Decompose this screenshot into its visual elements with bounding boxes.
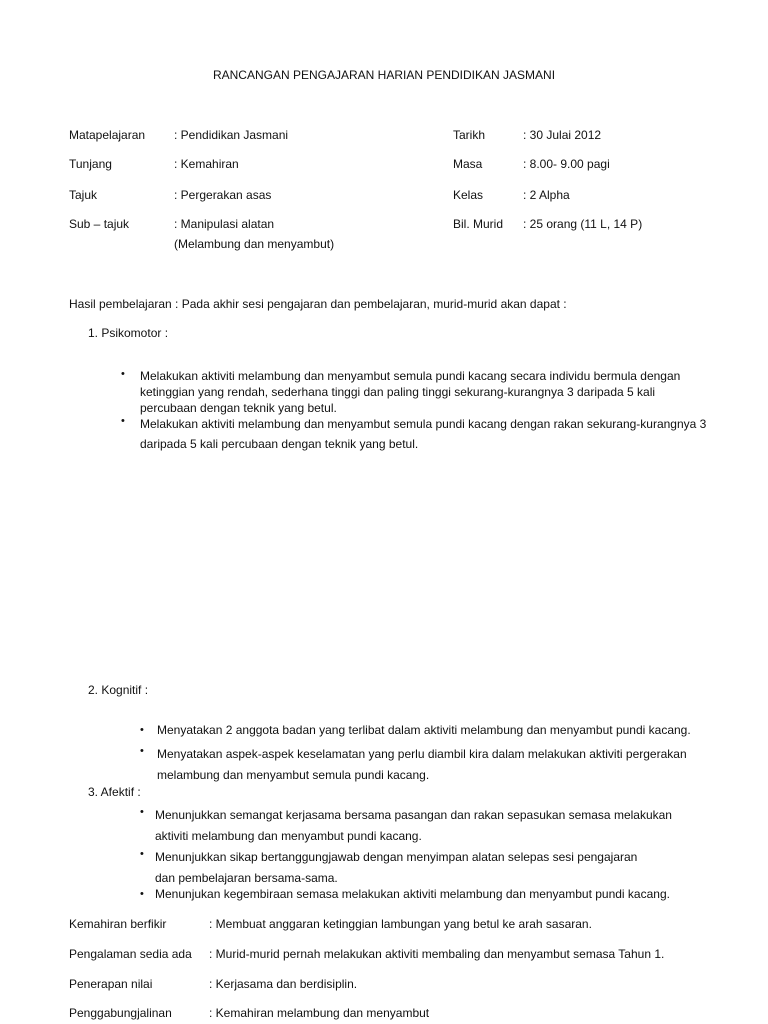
bullet-icon: •	[140, 724, 144, 736]
afektif-item: Menunjukkan sikap bertanggungjawab dengan menyimpan alatan selepas sesi pengajaran dan pembelajaran bersama-sama.	[155, 850, 638, 885]
psikomotor-heading: 1. Psikomotor :	[88, 326, 169, 340]
learning-outcome-intro: Hasil pembelajaran : Pada akhir sesi pengajaran dan pembelajaran, murid-murid akan dapat :	[69, 297, 567, 311]
tajuk-value: : Pergerakan asas	[174, 188, 272, 202]
pengalaman-sedia-ada-value: : Murid-murid pernah melakukan aktiviti membaling dan menyambut semasa Tahun 1.	[209, 947, 665, 961]
kemahiran-berfikir-label: Kemahiran berfikir	[69, 917, 167, 931]
kognitif-heading: 2. Kognitif :	[88, 683, 149, 697]
bullet-icon: •	[140, 745, 144, 757]
afektif-item: Menunjukkan semangat kerjasama bersama pasangan dan rakan sepasukan semasa melakukan aktiviti melambung dan menyambut pundi kacang.	[155, 808, 672, 843]
penerapan-nilai-label: Penerapan nilai	[69, 977, 153, 991]
masa-label: Masa	[453, 157, 483, 171]
matapelajaran-value: : Pendidikan Jasmani	[174, 128, 289, 142]
penggabungjalinan-label: Penggabungjalinan	[69, 1006, 172, 1020]
masa-value: : 8.00- 9.00 pagi	[523, 157, 610, 171]
penerapan-nilai-value: : Kerjasama dan berdisiplin.	[209, 977, 358, 991]
kognitif-item: Menyatakan 2 anggota badan yang terlibat dalam aktiviti melambung dan menyambut pundi kacang.	[157, 723, 691, 737]
subtajuk-label: Sub – tajuk	[69, 217, 130, 231]
subtajuk-value-detail: (Melambung dan menyambut)	[174, 237, 335, 251]
tarikh-label: Tarikh	[453, 128, 486, 142]
penggabungjalinan-value: : Kemahiran melambung dan menyambut	[209, 1006, 430, 1020]
tunjang-label: Tunjang	[69, 157, 112, 171]
matapelajaran-label: Matapelajaran	[69, 128, 146, 142]
bullet-icon: •	[121, 368, 125, 380]
document-title: RANCANGAN PENGAJARAN HARIAN PENDIDIKAN JASMANI	[212, 68, 556, 82]
kognitif-item: Menyatakan aspek-aspek keselamatan yang perlu diambil kira dalam melakukan aktiviti pergerakan melambung dan menyambut semula pundi kacang.	[157, 747, 687, 782]
psikomotor-item: Melakukan aktiviti melambung dan menyambut semula pundi kacang secara individu bermula dengan ketinggian yang rendah, sederhana tinggi dan paling tinggi sekurang-kurangnya 3 daripada 5 kali percubaan dengan teknik yang betul.	[140, 369, 681, 415]
tarikh-value: : 30 Julai 2012	[523, 128, 602, 142]
afektif-item: Menunjukan kegembiraan semasa melakukan aktiviti melambung dan menyambut pundi kacang.	[155, 887, 670, 901]
bullet-icon: •	[121, 415, 125, 427]
pengalaman-sedia-ada-label: Pengalaman sedia ada	[69, 947, 192, 961]
tunjang-value: : Kemahiran	[174, 157, 239, 171]
tajuk-label: Tajuk	[69, 188, 98, 202]
bullet-icon: •	[140, 848, 144, 860]
kemahiran-berfikir-value: : Membuat anggaran ketinggian lambungan yang betul ke arah sasaran.	[209, 917, 592, 931]
bullet-icon: •	[140, 888, 144, 900]
afektif-heading: 3. Afektif :	[88, 785, 141, 799]
kelas-label: Kelas	[453, 188, 484, 202]
bil-murid-value: : 25 orang (11 L, 14 P)	[523, 217, 643, 231]
psikomotor-item: Melakukan aktiviti melambung dan menyambut semula pundi kacang dengan rakan sekurang-kurangnya 3 daripada 5 kali percubaan dengan teknik yang betul.	[140, 417, 707, 451]
kelas-value: : 2 Alpha	[523, 188, 570, 202]
subtajuk-value: : Manipulasi alatan	[174, 217, 275, 231]
bil-murid-label: Bil. Murid	[453, 217, 504, 231]
bullet-icon: •	[140, 806, 144, 818]
